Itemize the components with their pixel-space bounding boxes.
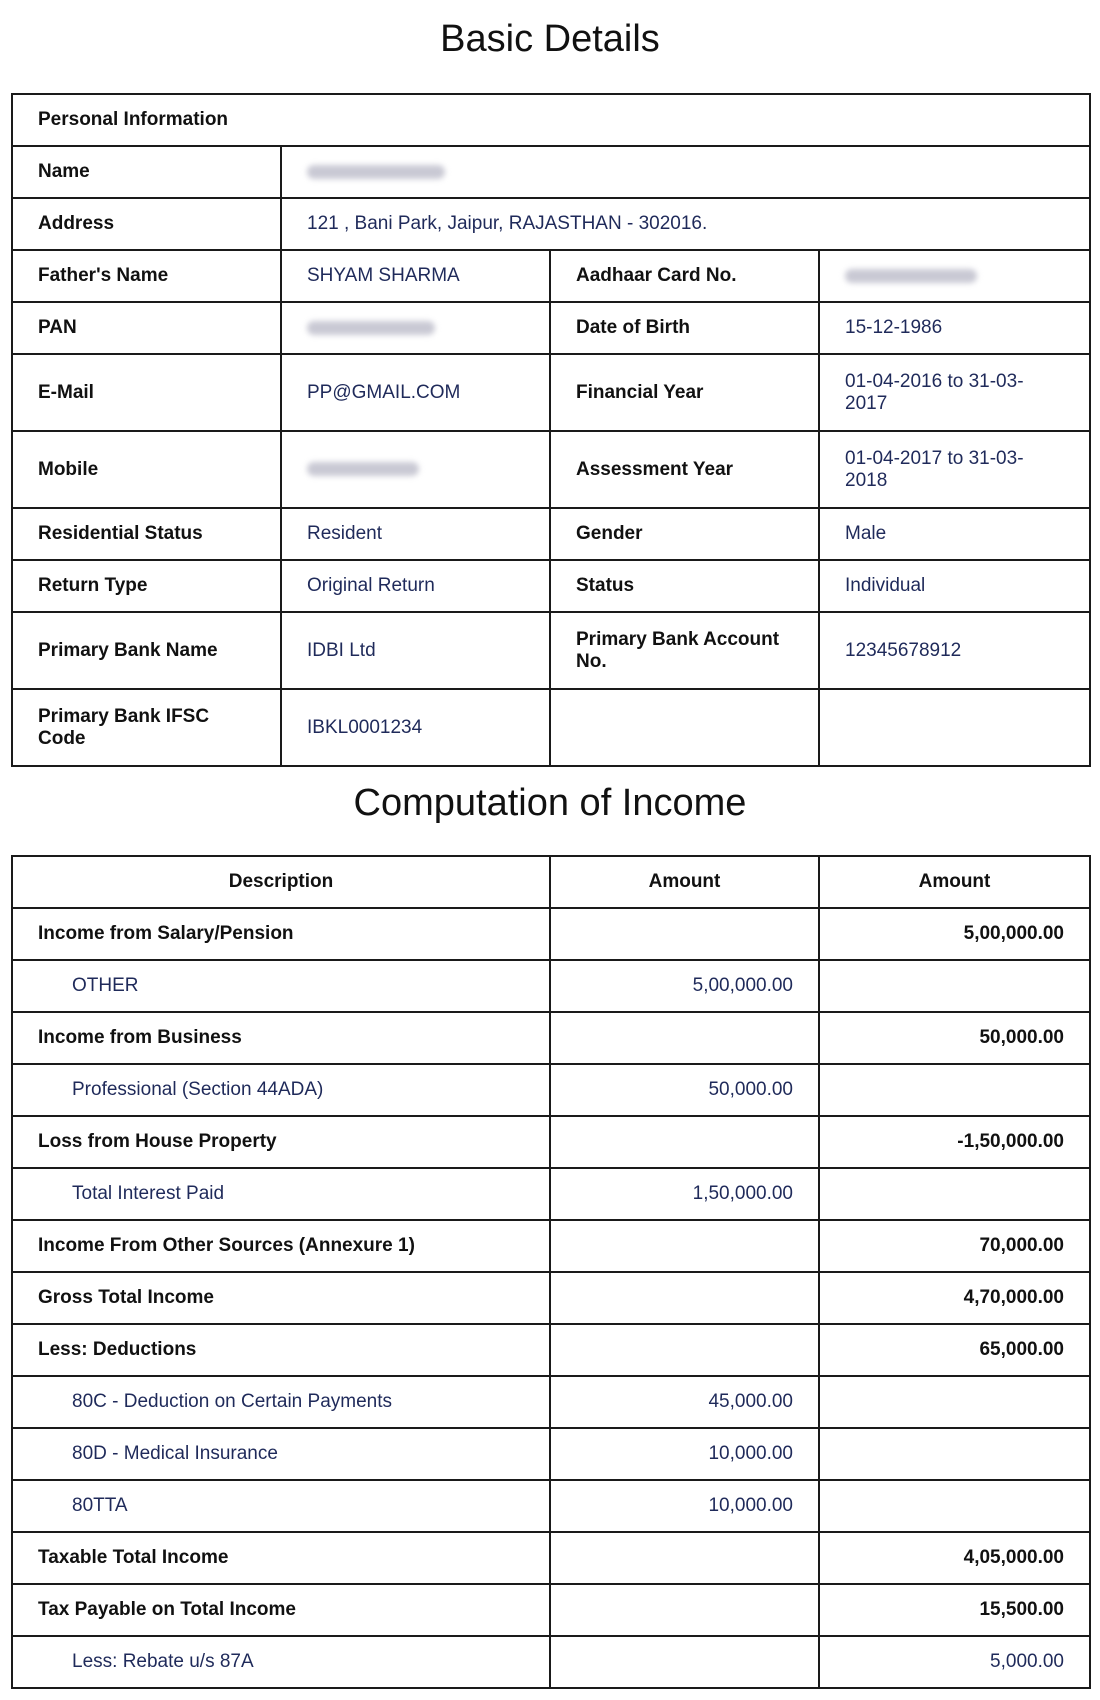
row-description: Less: Rebate u/s 87A xyxy=(12,1636,550,1688)
table-row xyxy=(12,689,1090,766)
table-row xyxy=(12,1532,1090,1584)
financial-year-label: Financial Year xyxy=(550,354,819,431)
assessment-year-label: Assessment Year xyxy=(550,431,819,508)
table-row xyxy=(12,1636,1090,1688)
row-description: OTHER xyxy=(12,960,550,1012)
row-description: Income From Other Sources (Annexure 1) xyxy=(12,1220,550,1272)
table-header-row xyxy=(12,856,1090,908)
redacted-blur xyxy=(307,462,419,476)
row-amount xyxy=(550,1116,819,1168)
pan-value-redacted xyxy=(281,302,550,354)
ifsc-value: IBKL0001234 xyxy=(281,689,550,766)
table-row xyxy=(12,908,1090,960)
table-row xyxy=(12,354,1090,431)
row-total-amount: -1,50,000.00 xyxy=(819,1116,1090,1168)
table-row xyxy=(12,1220,1090,1272)
row-description: 80C - Deduction on Certain Payments xyxy=(12,1376,550,1428)
ifsc-label: Primary Bank IFSC Code xyxy=(12,689,281,766)
table-row xyxy=(12,508,1090,560)
row-total-amount: 4,70,000.00 xyxy=(819,1272,1090,1324)
table-row xyxy=(12,1064,1090,1116)
row-total-amount: 65,000.00 xyxy=(819,1324,1090,1376)
row-amount: 10,000.00 xyxy=(550,1480,819,1532)
row-amount: 10,000.00 xyxy=(550,1428,819,1480)
return-type-label: Return Type xyxy=(12,560,281,612)
row-total-amount xyxy=(819,1064,1090,1116)
redacted-blur xyxy=(307,321,435,335)
table-row xyxy=(12,612,1090,689)
residential-status-label: Residential Status xyxy=(12,508,281,560)
row-total-amount: 50,000.00 xyxy=(819,1012,1090,1064)
table-row xyxy=(12,1428,1090,1480)
table-row xyxy=(12,1272,1090,1324)
father-name-value: SHYAM SHARMA xyxy=(281,250,550,302)
status-label: Status xyxy=(550,560,819,612)
table-row xyxy=(12,960,1090,1012)
dob-label: Date of Birth xyxy=(550,302,819,354)
table-row xyxy=(12,1324,1090,1376)
row-total-amount xyxy=(819,1480,1090,1532)
row-description: Income from Business xyxy=(12,1012,550,1064)
email-label: E-Mail xyxy=(12,354,281,431)
row-amount: 5,00,000.00 xyxy=(550,960,819,1012)
table-row xyxy=(12,250,1090,302)
table-row xyxy=(12,94,1090,146)
bank-name-label: Primary Bank Name xyxy=(12,612,281,689)
row-total-amount: 4,05,000.00 xyxy=(819,1532,1090,1584)
row-description: Less: Deductions xyxy=(12,1324,550,1376)
mobile-label: Mobile xyxy=(12,431,281,508)
row-amount xyxy=(550,1584,819,1636)
row-description: Income from Salary/Pension xyxy=(12,908,550,960)
row-amount xyxy=(550,1012,819,1064)
row-amount xyxy=(550,1272,819,1324)
pan-label: PAN xyxy=(12,302,281,354)
row-description: 80D - Medical Insurance xyxy=(12,1428,550,1480)
gender-label: Gender xyxy=(550,508,819,560)
table-row xyxy=(12,1376,1090,1428)
row-total-amount xyxy=(819,960,1090,1012)
row-amount xyxy=(550,1220,819,1272)
table-row xyxy=(12,1116,1090,1168)
name-label: Name xyxy=(12,146,281,198)
gender-value: Male xyxy=(819,508,1090,560)
residential-status-value: Resident xyxy=(281,508,550,560)
redacted-blur xyxy=(307,165,445,179)
table-row xyxy=(12,1012,1090,1064)
row-description: Total Interest Paid xyxy=(12,1168,550,1220)
income-table xyxy=(11,855,1091,1689)
column-header-amount: Amount xyxy=(819,856,1090,908)
row-amount xyxy=(550,1532,819,1584)
table-row xyxy=(12,198,1090,250)
row-total-amount xyxy=(819,1428,1090,1480)
table-row xyxy=(12,1480,1090,1532)
row-total-amount: 70,000.00 xyxy=(819,1220,1090,1272)
row-description: 80TTA xyxy=(12,1480,550,1532)
column-header-description: Description xyxy=(12,856,550,908)
row-amount: 1,50,000.00 xyxy=(550,1168,819,1220)
row-description: Loss from House Property xyxy=(12,1116,550,1168)
basic-details-table xyxy=(11,93,1091,767)
row-total-amount xyxy=(819,1376,1090,1428)
bank-account-value: 12345678912 xyxy=(819,612,1090,689)
row-amount xyxy=(550,1636,819,1688)
empty-cell xyxy=(819,689,1090,766)
table-row xyxy=(12,431,1090,508)
page-title-computation-of-income: Computation of Income xyxy=(353,782,747,824)
redacted-blur xyxy=(845,269,977,283)
table-row xyxy=(12,560,1090,612)
aadhaar-label: Aadhaar Card No. xyxy=(550,250,819,302)
row-total-amount: 5,00,000.00 xyxy=(819,908,1090,960)
return-type-value: Original Return xyxy=(281,560,550,612)
financial-year-value: 01-04-2016 to 31-03-2017 xyxy=(819,354,1090,431)
row-amount xyxy=(550,1324,819,1376)
dob-value: 15-12-1986 xyxy=(819,302,1090,354)
row-description: Gross Total Income xyxy=(12,1272,550,1324)
row-total-amount xyxy=(819,1168,1090,1220)
row-description: Professional (Section 44ADA) xyxy=(12,1064,550,1116)
table-row xyxy=(12,146,1090,198)
table-row xyxy=(12,1168,1090,1220)
table-row xyxy=(12,1584,1090,1636)
aadhaar-value-redacted xyxy=(819,250,1090,302)
email-value: PP@GMAIL.COM xyxy=(281,354,550,431)
row-total-amount: 15,500.00 xyxy=(819,1584,1090,1636)
empty-cell xyxy=(550,689,819,766)
address-value: 121 , Bani Park, Jaipur, RAJASTHAN - 302016. xyxy=(281,198,1090,250)
assessment-year-value: 01-04-2017 to 31-03-2018 xyxy=(819,431,1090,508)
row-description: Tax Payable on Total Income xyxy=(12,1584,550,1636)
row-description: Taxable Total Income xyxy=(12,1532,550,1584)
bank-name-value: IDBI Ltd xyxy=(281,612,550,689)
row-amount: 50,000.00 xyxy=(550,1064,819,1116)
row-amount: 45,000.00 xyxy=(550,1376,819,1428)
father-name-label: Father's Name xyxy=(12,250,281,302)
name-value-redacted xyxy=(281,146,1090,198)
column-header-amount: Amount xyxy=(550,856,819,908)
page-title-basic-details: Basic Details xyxy=(440,18,660,60)
bank-account-label: Primary Bank Account No. xyxy=(550,612,819,689)
row-total-amount: 5,000.00 xyxy=(819,1636,1090,1688)
address-label: Address xyxy=(12,198,281,250)
section-header-personal-information: Personal Information xyxy=(12,94,1090,146)
table-row xyxy=(12,302,1090,354)
row-amount xyxy=(550,908,819,960)
status-value: Individual xyxy=(819,560,1090,612)
mobile-value-redacted xyxy=(281,431,550,508)
